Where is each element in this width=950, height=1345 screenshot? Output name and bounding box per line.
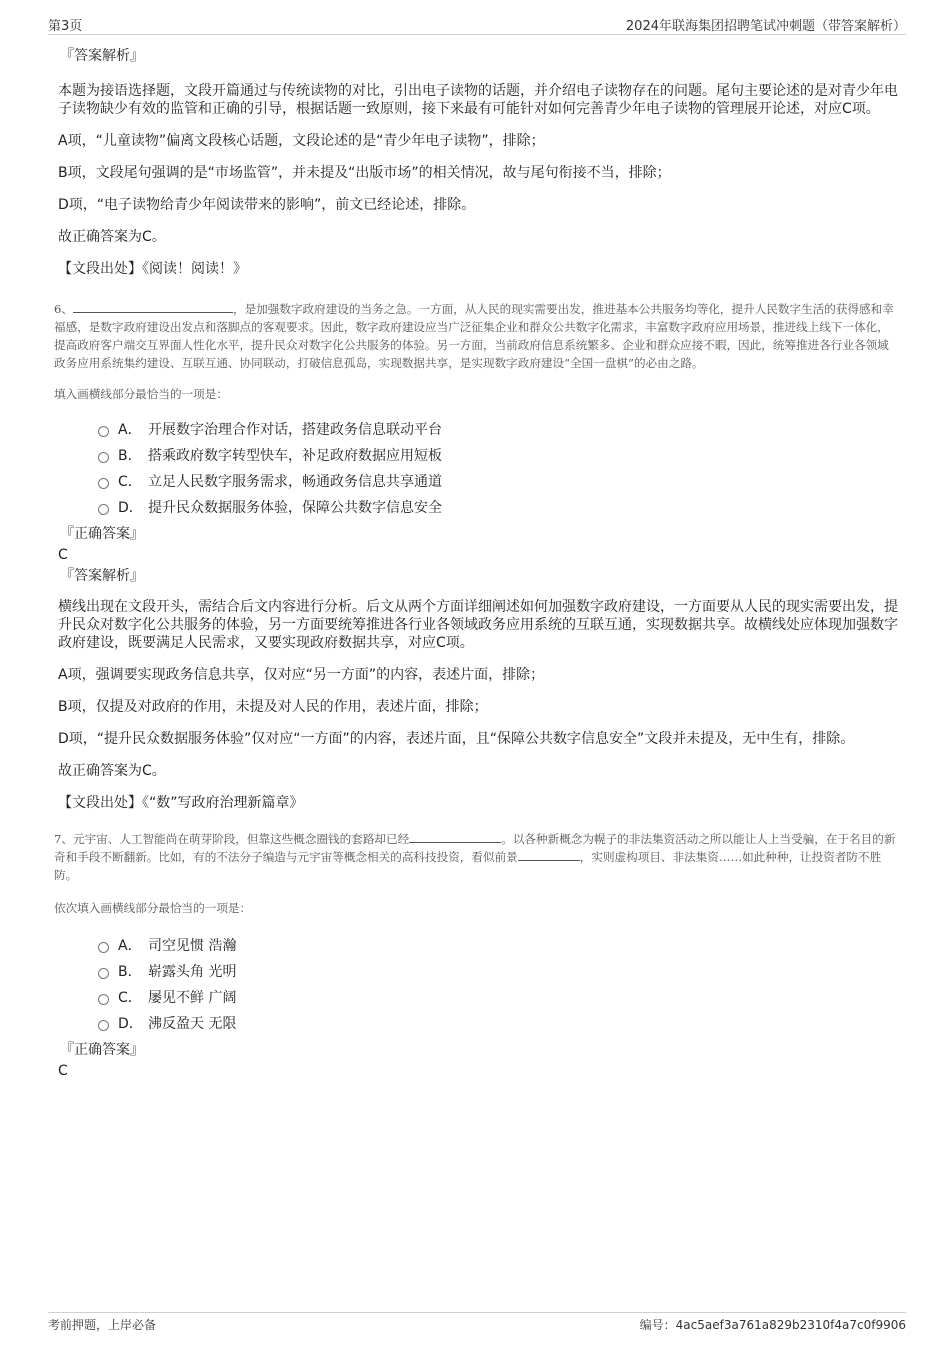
page-content bbox=[56, 40, 900, 1080]
question-7-number: 7、 bbox=[54, 832, 73, 846]
question-6-text bbox=[54, 300, 900, 372]
radio-icon[interactable] bbox=[98, 478, 109, 489]
question-6-answer-label: 『正确答案』 bbox=[60, 526, 144, 542]
question-6-option-b[interactable]: B． 搭乘政府数字转型快车，补足政府数据应用短板 bbox=[98, 442, 900, 468]
footer-doc-id: 编号：4ac5aef3a761a829b2310f4a7c0f9906 bbox=[639, 1318, 906, 1332]
question-6-prompt: 填入画横线部分最恰当的一项是： bbox=[54, 387, 228, 401]
radio-icon[interactable] bbox=[98, 452, 109, 463]
radio-icon[interactable] bbox=[98, 504, 109, 515]
question-7-option-b[interactable]: B． 崭露头角 光明 bbox=[98, 958, 900, 984]
question-7-answer-label: 『正确答案』 bbox=[60, 1042, 144, 1058]
prev-option-d-note: D项，“电子读物给青少年阅读带来的影响”，前文已经论述，排除。 bbox=[58, 197, 476, 213]
radio-icon[interactable] bbox=[98, 942, 109, 953]
question-6-option-d[interactable]: D． 提升民众数据服务体验，保障公共数字信息安全 bbox=[98, 494, 900, 520]
question-6-blank bbox=[73, 300, 233, 313]
question-7-blank-1 bbox=[409, 830, 501, 843]
question-6-body: ，是加强数字政府建设的当务之急。一方面，从人民的现实需要出发，推进基本公共服务均等化，提升人民数字生活的获得感和幸福感，是数字政府建设出发点和落脚点的客观要求。因此，数字政府建设应当广泛征集企业和群众公共数字化需求，丰富数字政府应用场景，推进线上线下一体化，提高政府客户端交互界面人性化水平，提升民众对数字化公共服务的体验。另一方面，当前政府信息系统繁多、企业和群众应接不暇，因此，统筹推进各行业各领域政务应用系统集约建设、互联互通、协同联动，打破信息孤岛，实现数据共享，是实现数字政府建设“全国一盘棋”的必由之路。 bbox=[54, 302, 894, 370]
question-6-analysis-label: 『答案解析』 bbox=[60, 568, 144, 584]
question-6-analysis-text: 横线出现在文段开头，需结合后文内容进行分析。后文从两个方面详细阐述如何加强数字政府建设，一方面要从人民的现实需要出发，提升民众对数字化公共服务的体验，另一方面要统筹推进各行业各领域政务应用系统的互联互通，实现数据共享。故横线处应体现加强数字政府建设，既要满足人民需求，又要实现政府数据共享，对应C项。 bbox=[58, 599, 898, 651]
document-title: 2024年联海集团招聘笔试冲刺题（带答案解析） bbox=[625, 19, 906, 34]
prev-analysis-label: 『答案解析』 bbox=[60, 48, 144, 64]
footer-slogan: 考前押题，上岸必备 bbox=[48, 1318, 157, 1332]
question-6-option-d-note: D项，“提升民众数据服务体验”仅对应“一方面”的内容，表述片面，且“保障公共数字信息安全”文段并未提及，无中生有，排除。 bbox=[58, 731, 855, 747]
prev-source: 【文段出处】《阅读！阅读！》 bbox=[58, 261, 247, 277]
question-6-source: 【文段出处】《“数”写政府治理新篇章》 bbox=[58, 795, 304, 811]
question-6-options bbox=[98, 416, 900, 520]
page-header bbox=[48, 14, 906, 35]
radio-icon[interactable] bbox=[98, 968, 109, 979]
radio-icon[interactable] bbox=[98, 1020, 109, 1031]
question-6-number: 6、 bbox=[54, 302, 73, 316]
question-6-option-a-note: A项，强调要实现政务信息共享，仅对应“另一方面”的内容，表述片面，排除； bbox=[58, 667, 545, 683]
question-6-option-a[interactable]: A． 开展数字治理合作对话，搭建政务信息联动平台 bbox=[98, 416, 900, 442]
radio-icon[interactable] bbox=[98, 426, 109, 437]
prev-option-b-note: B项，文段尾句强调的是“市场监管”，并未提及“出版市场”的相关情况，故与尾句衔接不当，排除； bbox=[58, 165, 671, 181]
question-7-option-c[interactable]: C． 屡见不鲜 广阔 bbox=[98, 984, 900, 1010]
question-7-option-a[interactable]: A． 司空见惯 浩瀚 bbox=[98, 932, 900, 958]
page-number: 第3页 bbox=[48, 19, 83, 34]
question-7-options bbox=[98, 932, 900, 1036]
question-6-option-b-note: B项，仅提及对政府的作用，未提及对人民的作用，表述片面，排除； bbox=[58, 699, 488, 715]
radio-icon[interactable] bbox=[98, 994, 109, 1005]
question-7-text: 7、元宇宙、人工智能尚在萌芽阶段，但靠这些概念圈钱的套路却已经 。以各种新概念为幌子的非法集资活动之所以能让人上当受骗，在于名目的新奇和手段不断翻新。比如，有的不法分子编造与元宇宙等概念相关的高科技投资，看似前景 ，实则虚构项目、非法集资……如此种种，让投资者防不胜防。 bbox=[54, 832, 896, 882]
question-6-option-c[interactable]: C． 立足人民数字服务需求，畅通政务信息共享通道 bbox=[98, 468, 900, 494]
prev-conclusion: 故正确答案为C。 bbox=[58, 229, 166, 245]
question-7-prompt: 依次填入画横线部分最恰当的一项是： bbox=[54, 901, 252, 915]
question-6-conclusion: 故正确答案为C。 bbox=[58, 763, 166, 779]
question-7-blank-2 bbox=[518, 848, 580, 861]
question-7-option-d[interactable]: D． 沸反盈天 无限 bbox=[98, 1010, 900, 1036]
page-footer bbox=[48, 1312, 906, 1335]
prev-analysis-text: 本题为接语选择题，文段开篇通过与传统读物的对比，引出电子读物的话题，并介绍电子读物存在的问题。尾句主要论述的是对青少年电子读物缺少有效的监管和正确的引导，根据话题一致原则，接下来最有可能针对如何完善青少年电子读物的管理展开论述，对应C项。 bbox=[58, 83, 898, 117]
question-6-answer: C bbox=[58, 547, 68, 563]
prev-option-a-note: A项，“儿童读物”偏离文段核心话题，文段论述的是“青少年电子读物”，排除； bbox=[58, 133, 545, 149]
question-7-answer: C bbox=[58, 1063, 68, 1079]
